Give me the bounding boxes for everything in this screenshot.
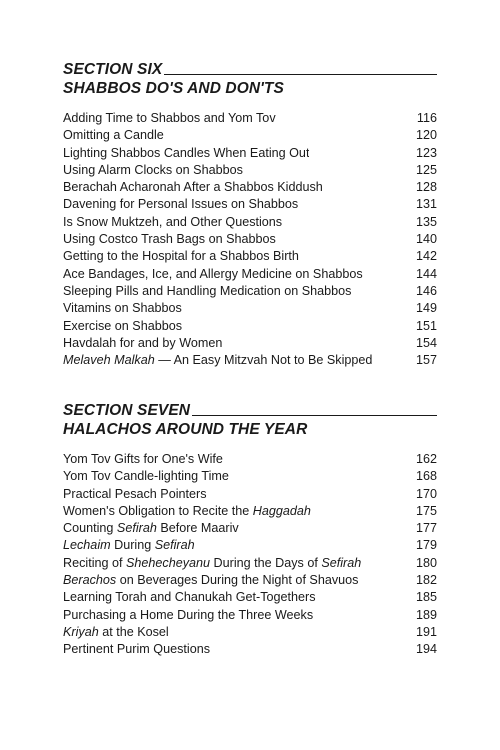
entry-title-part: Using Alarm Clocks on Shabbos bbox=[63, 162, 243, 177]
section-label: SECTION SIX bbox=[63, 61, 163, 78]
toc-entry[interactable] bbox=[63, 555, 437, 572]
entry-title bbox=[63, 641, 210, 658]
toc-entry[interactable] bbox=[63, 300, 437, 317]
section-subtitle: SHABBOS DO'S AND DON'TS bbox=[63, 80, 284, 97]
entry-title-italic-part: Melaveh Malkah bbox=[63, 353, 155, 368]
entry-title bbox=[63, 624, 169, 641]
entry-page-number: 128 bbox=[415, 180, 437, 195]
entry-title bbox=[63, 352, 372, 369]
entry-title-italic-part: Sefirah bbox=[154, 538, 195, 553]
entry-title-part: Ace Bandages, Ice, and Allergy Medicine on Shabbos bbox=[63, 266, 363, 281]
entry-page-number: 180 bbox=[415, 555, 437, 570]
toc-entry[interactable] bbox=[63, 641, 437, 658]
entry-title bbox=[63, 196, 298, 213]
toc-entry[interactable] bbox=[63, 468, 437, 485]
entry-title-part: Women's Obligation to Recite the bbox=[63, 503, 253, 518]
entry-page-number: 140 bbox=[415, 232, 437, 247]
entry-title-part: Sleeping Pills and Handling Medication on Shabbos bbox=[63, 283, 352, 298]
entry-page-number: 182 bbox=[415, 573, 437, 588]
toc-entry[interactable] bbox=[63, 335, 437, 352]
entry-title-part: Learning Torah and Chanukah Get-Togethers bbox=[63, 590, 316, 605]
entry-title bbox=[63, 451, 223, 468]
entry-title bbox=[63, 248, 299, 265]
entry-title-part: Yom Tov Candle-lighting Time bbox=[63, 469, 229, 484]
entry-page-number: 131 bbox=[415, 197, 437, 212]
entry-page-number: 120 bbox=[415, 128, 437, 143]
entry-title bbox=[63, 589, 316, 606]
entry-title-italic-part: Haggadah bbox=[252, 503, 311, 518]
entry-title-part: Practical Pesach Pointers bbox=[63, 486, 207, 501]
entry-title-part: Vitamins on Shabbos bbox=[63, 301, 182, 316]
entry-title-part: Berachah Acharonah After a Shabbos Kiddush bbox=[63, 180, 323, 195]
entry-title bbox=[63, 572, 358, 589]
section-six bbox=[63, 60, 437, 369]
entry-page-number: 189 bbox=[415, 607, 437, 622]
toc-entry[interactable] bbox=[63, 451, 437, 468]
toc-entry[interactable] bbox=[63, 486, 437, 503]
heading-rule bbox=[164, 74, 437, 75]
entry-title-italic-part: Shehecheyanu bbox=[126, 555, 211, 570]
entry-title bbox=[63, 555, 361, 572]
section-label: SECTION SEVEN bbox=[63, 402, 191, 419]
entry-page-number: 157 bbox=[415, 353, 437, 368]
entry-page-number: 142 bbox=[415, 249, 437, 264]
entry-title bbox=[63, 520, 239, 537]
entry-title-part: Purchasing a Home During the Three Weeks bbox=[63, 607, 314, 622]
entry-page-number: 162 bbox=[415, 452, 437, 466]
entry-page-number: 151 bbox=[415, 318, 437, 333]
entry-title bbox=[63, 162, 243, 179]
entry-title-part: Omitting a Candle bbox=[63, 128, 164, 143]
entry-page-number: 170 bbox=[415, 486, 437, 501]
entry-page-number: 146 bbox=[415, 283, 437, 298]
entry-title-part: Using Costco Trash Bags on Shabbos bbox=[63, 232, 276, 247]
toc-entry[interactable] bbox=[63, 110, 437, 127]
entry-page-number: 154 bbox=[415, 335, 437, 350]
entry-title bbox=[63, 335, 222, 352]
toc-entry[interactable] bbox=[63, 589, 437, 606]
toc-entry[interactable] bbox=[63, 503, 437, 520]
entry-title-part: Exercise on Shabbos bbox=[63, 318, 183, 333]
entry-page-number: 123 bbox=[415, 145, 437, 160]
entry-page-number: 191 bbox=[415, 624, 437, 639]
entry-title-part: Before Maariv bbox=[156, 521, 239, 536]
entry-page-number: 125 bbox=[415, 162, 437, 177]
section-heading bbox=[63, 401, 437, 439]
entry-title bbox=[63, 283, 351, 300]
toc-entry[interactable] bbox=[63, 179, 437, 196]
toc-entry[interactable] bbox=[63, 214, 437, 231]
toc-entry[interactable] bbox=[63, 607, 437, 624]
entry-title-part: on Beverages During the Night of Shavuos bbox=[116, 573, 359, 588]
entry-page-number: 144 bbox=[415, 266, 437, 281]
toc-entry[interactable] bbox=[63, 520, 437, 537]
entry-title bbox=[63, 318, 182, 335]
toc-entry[interactable] bbox=[63, 196, 437, 213]
entry-title bbox=[63, 607, 313, 624]
entry-title-italic-part: Kriyah bbox=[63, 624, 99, 639]
entry-title-italic-part: Lechaim bbox=[63, 538, 111, 553]
section-seven bbox=[63, 401, 437, 659]
toc-entry[interactable] bbox=[63, 266, 437, 283]
entry-title-italic-part: Sefirah bbox=[116, 521, 157, 536]
section-heading bbox=[63, 60, 437, 98]
entry-title-part: During bbox=[110, 538, 155, 553]
entry-page-number: 149 bbox=[415, 301, 437, 316]
entry-title bbox=[63, 486, 207, 503]
entry-title bbox=[63, 537, 195, 554]
entry-title bbox=[63, 145, 309, 162]
entry-title-part: Counting bbox=[63, 521, 117, 536]
entry-title-part: Is Snow Muktzeh, and Other Questions bbox=[63, 214, 283, 229]
toc-entries bbox=[63, 451, 437, 659]
entry-title-part: Adding Time to Shabbos and Yom Tov bbox=[63, 111, 276, 125]
entry-page-number: 179 bbox=[415, 538, 437, 553]
entry-page-number: 185 bbox=[415, 590, 437, 605]
entry-title bbox=[63, 468, 229, 485]
toc-entry[interactable] bbox=[63, 127, 437, 144]
entry-title bbox=[63, 179, 323, 196]
entry-title-part: Pertinent Purim Questions bbox=[63, 642, 210, 657]
entry-title-part: Yom Tov Gifts for One's Wife bbox=[63, 452, 223, 466]
entry-page-number: 116 bbox=[416, 111, 437, 125]
entry-title bbox=[63, 300, 182, 317]
toc-entries bbox=[63, 110, 437, 369]
toc-entry[interactable] bbox=[63, 572, 437, 589]
heading-rule bbox=[192, 415, 437, 416]
entry-title bbox=[63, 231, 276, 248]
toc-entry[interactable] bbox=[63, 318, 437, 335]
section-label-line bbox=[63, 60, 437, 79]
entry-title bbox=[63, 214, 282, 231]
entry-title-part: — An Easy Mitzvah Not to Be Skipped bbox=[154, 353, 373, 368]
entry-page-number: 194 bbox=[415, 642, 437, 657]
entry-title-part: Havdalah for and by Women bbox=[63, 335, 223, 350]
toc-entry[interactable] bbox=[63, 624, 437, 641]
entry-title-part: Davening for Personal Issues on Shabbos bbox=[63, 197, 299, 212]
entry-page-number: 135 bbox=[415, 214, 437, 229]
toc-entry[interactable] bbox=[63, 248, 437, 265]
entry-title bbox=[63, 503, 311, 520]
entry-page-number: 175 bbox=[415, 503, 437, 518]
entry-title-part: Reciting of bbox=[63, 555, 126, 570]
entry-page-number: 177 bbox=[415, 521, 437, 536]
entry-title-italic-part: Berachos bbox=[63, 573, 117, 588]
entry-title-part: at the Kosel bbox=[98, 624, 169, 639]
entry-title-part: Lighting Shabbos Candles When Eating Out bbox=[63, 145, 310, 160]
toc-entry[interactable] bbox=[63, 283, 437, 300]
toc-entry[interactable] bbox=[63, 231, 437, 248]
entry-title bbox=[63, 127, 164, 144]
section-label-line bbox=[63, 401, 437, 420]
entry-title bbox=[63, 266, 363, 283]
entry-title bbox=[63, 110, 276, 127]
toc-entry[interactable] bbox=[63, 145, 437, 162]
toc-entry[interactable] bbox=[63, 352, 437, 369]
entry-title-part: During the Days of bbox=[210, 555, 322, 570]
toc-entry[interactable] bbox=[63, 162, 437, 179]
toc-entry[interactable] bbox=[63, 537, 437, 554]
entry-title-part: Getting to the Hospital for a Shabbos Birth bbox=[63, 249, 299, 264]
section-subtitle: HALACHOS AROUND THE YEAR bbox=[63, 421, 308, 438]
entry-title-italic-part: Sefirah bbox=[321, 555, 362, 570]
entry-page-number: 168 bbox=[415, 469, 437, 484]
